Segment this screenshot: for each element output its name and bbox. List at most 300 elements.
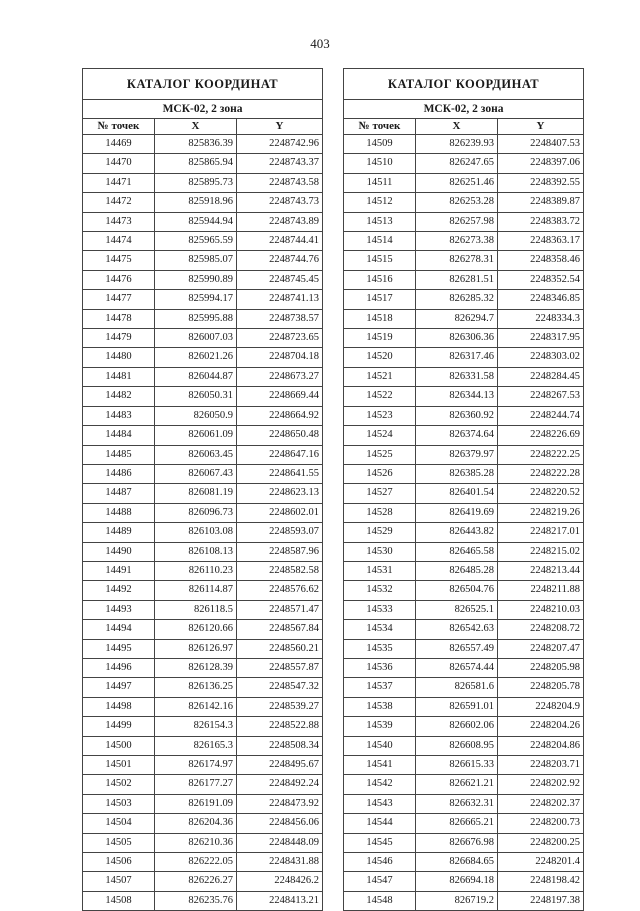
point-number-cell: 14527 — [344, 484, 416, 503]
y-coordinate-cell: 2248383.72 — [498, 212, 584, 231]
point-number-cell: 14542 — [344, 775, 416, 794]
y-coordinate-cell: 2248267.53 — [498, 387, 584, 406]
x-coordinate-cell: 825895.73 — [155, 173, 237, 192]
x-coordinate-cell: 826485.28 — [416, 561, 498, 580]
table-row — [344, 639, 584, 658]
table-row — [344, 717, 584, 736]
table-row — [83, 523, 323, 542]
table-row — [344, 348, 584, 367]
y-coordinate-cell: 2248204.26 — [498, 717, 584, 736]
point-number-cell: 14543 — [344, 794, 416, 813]
table-row — [344, 736, 584, 755]
x-coordinate-cell: 826694.18 — [416, 872, 498, 891]
y-coordinate-cell: 2248587.96 — [237, 542, 323, 561]
y-coordinate-cell: 2248522.88 — [237, 717, 323, 736]
point-number-cell: 14492 — [83, 581, 155, 600]
x-coordinate-cell: 826273.38 — [416, 232, 498, 251]
table-row — [344, 406, 584, 425]
point-number-cell: 14535 — [344, 639, 416, 658]
x-coordinate-cell: 826419.69 — [416, 503, 498, 522]
point-number-cell: 14524 — [344, 426, 416, 445]
table-row — [344, 581, 584, 600]
table-row — [344, 561, 584, 580]
y-coordinate-cell: 2248741.13 — [237, 290, 323, 309]
point-number-cell: 14522 — [344, 387, 416, 406]
point-number-cell: 14478 — [83, 309, 155, 328]
y-coordinate-cell: 2248363.17 — [498, 232, 584, 251]
point-number-cell: 14469 — [83, 135, 155, 154]
y-coordinate-cell: 2248208.72 — [498, 620, 584, 639]
x-coordinate-cell: 826344.13 — [416, 387, 498, 406]
table-row — [344, 367, 584, 386]
point-number-cell: 14547 — [344, 872, 416, 891]
y-coordinate-cell: 2248205.98 — [498, 658, 584, 677]
point-number-cell: 14529 — [344, 523, 416, 542]
y-coordinate-cell: 2248358.46 — [498, 251, 584, 270]
y-coordinate-cell: 2248664.92 — [237, 406, 323, 425]
table-row — [344, 872, 584, 891]
x-coordinate-cell: 826294.7 — [416, 309, 498, 328]
y-coordinate-cell: 2248744.76 — [237, 251, 323, 270]
x-coordinate-cell: 825985.07 — [155, 251, 237, 270]
x-coordinate-cell: 826401.54 — [416, 484, 498, 503]
point-number-cell: 14500 — [83, 736, 155, 755]
y-coordinate-cell: 2248650.48 — [237, 426, 323, 445]
y-coordinate-cell: 2248203.71 — [498, 756, 584, 775]
point-number-cell: 14519 — [344, 329, 416, 348]
point-number-cell: 14532 — [344, 581, 416, 600]
y-coordinate-cell: 2248210.03 — [498, 600, 584, 619]
point-number-cell: 14512 — [344, 193, 416, 212]
x-coordinate-cell: 826557.49 — [416, 639, 498, 658]
x-coordinate-cell: 826191.09 — [155, 794, 237, 813]
y-coordinate-cell: 2248226.69 — [498, 426, 584, 445]
table-row — [344, 426, 584, 445]
y-coordinate-cell: 2248202.37 — [498, 794, 584, 813]
point-number-cell: 14503 — [83, 794, 155, 813]
point-number-cell: 14485 — [83, 445, 155, 464]
point-number-cell: 14521 — [344, 367, 416, 386]
x-coordinate-cell: 826684.65 — [416, 853, 498, 872]
table-row — [83, 542, 323, 561]
point-number-cell: 14486 — [83, 464, 155, 483]
x-coordinate-cell: 826247.65 — [416, 154, 498, 173]
point-number-cell: 14548 — [344, 891, 416, 910]
table-row — [344, 270, 584, 289]
table-row — [83, 639, 323, 658]
x-coordinate-cell: 826602.06 — [416, 717, 498, 736]
column-header-x: X — [155, 119, 237, 135]
y-coordinate-cell: 2248743.73 — [237, 193, 323, 212]
table-row — [83, 814, 323, 833]
x-coordinate-cell: 826281.51 — [416, 270, 498, 289]
table-row — [344, 212, 584, 231]
table-row — [83, 309, 323, 328]
table-row — [344, 232, 584, 251]
point-number-cell: 14528 — [344, 503, 416, 522]
column-header-point-number: № точек — [344, 119, 416, 135]
point-number-cell: 14516 — [344, 270, 416, 289]
x-coordinate-cell: 826360.92 — [416, 406, 498, 425]
point-number-cell: 14479 — [83, 329, 155, 348]
point-number-cell: 14534 — [344, 620, 416, 639]
x-coordinate-cell: 826385.28 — [416, 464, 498, 483]
table-row — [344, 464, 584, 483]
x-coordinate-cell: 826210.36 — [155, 833, 237, 852]
point-number-cell: 14505 — [83, 833, 155, 852]
x-coordinate-cell: 826306.36 — [416, 329, 498, 348]
table-row — [83, 833, 323, 852]
y-coordinate-cell: 2248492.24 — [237, 775, 323, 794]
x-coordinate-cell: 826120.66 — [155, 620, 237, 639]
point-number-cell: 14475 — [83, 251, 155, 270]
x-coordinate-cell: 826050.9 — [155, 406, 237, 425]
x-coordinate-cell: 826465.58 — [416, 542, 498, 561]
table-row — [83, 581, 323, 600]
table-row — [344, 329, 584, 348]
x-coordinate-cell: 826108.13 — [155, 542, 237, 561]
point-number-cell: 14536 — [344, 658, 416, 677]
table-row — [83, 348, 323, 367]
y-coordinate-cell: 2248284.45 — [498, 367, 584, 386]
table-row — [83, 794, 323, 813]
point-number-cell: 14487 — [83, 484, 155, 503]
table-row — [83, 193, 323, 212]
coordinate-catalog-table-left — [82, 68, 323, 911]
table-row — [83, 736, 323, 755]
page-number: 403 — [310, 36, 330, 51]
y-coordinate-cell: 2248217.01 — [498, 523, 584, 542]
y-coordinate-cell: 2248207.47 — [498, 639, 584, 658]
table-title: КАТАЛОГ КООРДИНАТ — [344, 69, 584, 100]
y-coordinate-cell: 2248641.55 — [237, 464, 323, 483]
x-coordinate-cell: 826251.46 — [416, 173, 498, 192]
x-coordinate-cell: 826285.32 — [416, 290, 498, 309]
coordinate-catalog-table-right — [343, 68, 584, 911]
table-row — [344, 387, 584, 406]
point-number-cell: 14538 — [344, 697, 416, 716]
y-coordinate-cell: 2248215.02 — [498, 542, 584, 561]
point-number-cell: 14494 — [83, 620, 155, 639]
y-coordinate-cell: 2248448.09 — [237, 833, 323, 852]
y-coordinate-cell: 2248704.18 — [237, 348, 323, 367]
point-number-cell: 14540 — [344, 736, 416, 755]
x-coordinate-cell: 826021.26 — [155, 348, 237, 367]
table-row — [83, 503, 323, 522]
zone-label: МСК-02, 2 зона — [83, 100, 323, 119]
point-number-cell: 14480 — [83, 348, 155, 367]
x-coordinate-cell: 826574.44 — [416, 658, 498, 677]
point-number-cell: 14476 — [83, 270, 155, 289]
table-row — [344, 445, 584, 464]
y-coordinate-cell: 2248198.42 — [498, 872, 584, 891]
table-row — [344, 542, 584, 561]
table-row — [83, 464, 323, 483]
point-number-cell: 14472 — [83, 193, 155, 212]
y-coordinate-cell: 2248213.44 — [498, 561, 584, 580]
x-coordinate-cell: 826253.28 — [416, 193, 498, 212]
table-row — [83, 135, 323, 154]
table-row — [83, 484, 323, 503]
point-number-cell: 14541 — [344, 756, 416, 775]
y-coordinate-cell: 2248222.25 — [498, 445, 584, 464]
y-coordinate-cell: 2248201.4 — [498, 853, 584, 872]
x-coordinate-cell: 826067.43 — [155, 464, 237, 483]
x-coordinate-cell: 826174.97 — [155, 756, 237, 775]
point-number-cell: 14474 — [83, 232, 155, 251]
x-coordinate-cell: 826103.08 — [155, 523, 237, 542]
x-coordinate-cell: 826118.5 — [155, 600, 237, 619]
point-number-cell: 14546 — [344, 853, 416, 872]
y-coordinate-cell: 2248576.62 — [237, 581, 323, 600]
column-header-point-number: № точек — [83, 119, 155, 135]
point-number-cell: 14513 — [344, 212, 416, 231]
table-row — [344, 775, 584, 794]
x-coordinate-cell: 826142.16 — [155, 697, 237, 716]
y-coordinate-cell: 2248508.34 — [237, 736, 323, 755]
point-number-cell: 14488 — [83, 503, 155, 522]
point-number-cell: 14490 — [83, 542, 155, 561]
table-row — [344, 814, 584, 833]
table-row — [83, 212, 323, 231]
y-coordinate-cell: 2248743.37 — [237, 154, 323, 173]
y-coordinate-cell: 2248557.87 — [237, 658, 323, 677]
zone-label: МСК-02, 2 зона — [344, 100, 584, 119]
y-coordinate-cell: 2248220.52 — [498, 484, 584, 503]
table-body — [83, 135, 323, 911]
point-number-cell: 14525 — [344, 445, 416, 464]
x-coordinate-cell: 826632.31 — [416, 794, 498, 813]
point-number-cell: 14518 — [344, 309, 416, 328]
x-coordinate-cell: 826096.73 — [155, 503, 237, 522]
y-coordinate-cell: 2248389.87 — [498, 193, 584, 212]
table-row — [83, 697, 323, 716]
table-row — [83, 775, 323, 794]
point-number-cell: 14526 — [344, 464, 416, 483]
point-number-cell: 14497 — [83, 678, 155, 697]
x-coordinate-cell: 826128.39 — [155, 658, 237, 677]
column-header-x: X — [416, 119, 498, 135]
table-row — [344, 193, 584, 212]
y-coordinate-cell: 2248602.01 — [237, 503, 323, 522]
table-row — [83, 717, 323, 736]
y-coordinate-cell: 2248197.38 — [498, 891, 584, 910]
x-coordinate-cell: 826317.46 — [416, 348, 498, 367]
x-coordinate-cell: 826615.33 — [416, 756, 498, 775]
x-coordinate-cell: 825944.94 — [155, 212, 237, 231]
x-coordinate-cell: 826081.19 — [155, 484, 237, 503]
table-row — [83, 251, 323, 270]
table-row — [83, 678, 323, 697]
y-coordinate-cell: 2248334.3 — [498, 309, 584, 328]
point-number-cell: 14533 — [344, 600, 416, 619]
y-coordinate-cell: 2248669.44 — [237, 387, 323, 406]
x-coordinate-cell: 826239.93 — [416, 135, 498, 154]
y-coordinate-cell: 2248743.89 — [237, 212, 323, 231]
y-coordinate-cell: 2248539.27 — [237, 697, 323, 716]
table-row — [83, 367, 323, 386]
table-row — [83, 426, 323, 445]
y-coordinate-cell: 2248723.65 — [237, 329, 323, 348]
table-row — [344, 697, 584, 716]
table-row — [344, 833, 584, 852]
y-coordinate-cell: 2248200.25 — [498, 833, 584, 852]
table-row — [344, 853, 584, 872]
y-coordinate-cell: 2248567.84 — [237, 620, 323, 639]
point-number-cell: 14520 — [344, 348, 416, 367]
x-coordinate-cell: 826525.1 — [416, 600, 498, 619]
table-row — [344, 309, 584, 328]
x-coordinate-cell: 826235.76 — [155, 891, 237, 910]
point-number-cell: 14508 — [83, 891, 155, 910]
table-row — [83, 600, 323, 619]
y-coordinate-cell: 2248426.2 — [237, 872, 323, 891]
table-row — [344, 620, 584, 639]
table-row — [83, 872, 323, 891]
table-row — [344, 484, 584, 503]
x-coordinate-cell: 826050.31 — [155, 387, 237, 406]
table-row — [344, 756, 584, 775]
x-coordinate-cell: 826257.98 — [416, 212, 498, 231]
x-coordinate-cell: 825990.89 — [155, 270, 237, 289]
y-coordinate-cell: 2248473.92 — [237, 794, 323, 813]
table-row — [344, 154, 584, 173]
x-coordinate-cell: 826044.87 — [155, 367, 237, 386]
table-row — [83, 154, 323, 173]
table-row — [83, 173, 323, 192]
point-number-cell: 14493 — [83, 600, 155, 619]
x-coordinate-cell: 826177.27 — [155, 775, 237, 794]
x-coordinate-cell: 826063.45 — [155, 445, 237, 464]
x-coordinate-cell: 826126.97 — [155, 639, 237, 658]
point-number-cell: 14506 — [83, 853, 155, 872]
point-number-cell: 14517 — [344, 290, 416, 309]
point-number-cell: 14530 — [344, 542, 416, 561]
y-coordinate-cell: 2248202.92 — [498, 775, 584, 794]
x-coordinate-cell: 826278.31 — [416, 251, 498, 270]
point-number-cell: 14515 — [344, 251, 416, 270]
point-number-cell: 14545 — [344, 833, 416, 852]
x-coordinate-cell: 826591.01 — [416, 697, 498, 716]
x-coordinate-cell: 825965.59 — [155, 232, 237, 251]
point-number-cell: 14491 — [83, 561, 155, 580]
table-row — [83, 445, 323, 464]
table-row — [344, 658, 584, 677]
x-coordinate-cell: 826719.2 — [416, 891, 498, 910]
point-number-cell: 14539 — [344, 717, 416, 736]
y-coordinate-cell: 2248742.96 — [237, 135, 323, 154]
x-coordinate-cell: 826676.98 — [416, 833, 498, 852]
y-coordinate-cell: 2248623.13 — [237, 484, 323, 503]
point-number-cell: 14483 — [83, 406, 155, 425]
point-number-cell: 14523 — [344, 406, 416, 425]
point-number-cell: 14502 — [83, 775, 155, 794]
table-title: КАТАЛОГ КООРДИНАТ — [83, 69, 323, 100]
point-number-cell: 14496 — [83, 658, 155, 677]
y-coordinate-cell: 2248431.88 — [237, 853, 323, 872]
table-row — [344, 523, 584, 542]
x-coordinate-cell: 825836.39 — [155, 135, 237, 154]
x-coordinate-cell: 825865.94 — [155, 154, 237, 173]
table-row — [83, 561, 323, 580]
table-row — [83, 756, 323, 775]
y-coordinate-cell: 2248407.53 — [498, 135, 584, 154]
y-coordinate-cell: 2248211.88 — [498, 581, 584, 600]
y-coordinate-cell: 2248743.58 — [237, 173, 323, 192]
y-coordinate-cell: 2248352.54 — [498, 270, 584, 289]
x-coordinate-cell: 825918.96 — [155, 193, 237, 212]
point-number-cell: 14499 — [83, 717, 155, 736]
point-number-cell: 14495 — [83, 639, 155, 658]
x-coordinate-cell: 826331.58 — [416, 367, 498, 386]
point-number-cell: 14481 — [83, 367, 155, 386]
y-coordinate-cell: 2248495.67 — [237, 756, 323, 775]
x-coordinate-cell: 826165.3 — [155, 736, 237, 755]
x-coordinate-cell: 826608.95 — [416, 736, 498, 755]
x-coordinate-cell: 826379.97 — [416, 445, 498, 464]
x-coordinate-cell: 826226.27 — [155, 872, 237, 891]
y-coordinate-cell: 2248547.32 — [237, 678, 323, 697]
y-coordinate-cell: 2248346.85 — [498, 290, 584, 309]
point-number-cell: 14544 — [344, 814, 416, 833]
table-row — [83, 232, 323, 251]
table-row — [83, 387, 323, 406]
table-row — [83, 891, 323, 910]
table-row — [83, 329, 323, 348]
x-coordinate-cell: 826504.76 — [416, 581, 498, 600]
table-row — [344, 891, 584, 910]
y-coordinate-cell: 2248392.55 — [498, 173, 584, 192]
x-coordinate-cell: 825994.17 — [155, 290, 237, 309]
y-coordinate-cell: 2248593.07 — [237, 523, 323, 542]
table-row — [344, 135, 584, 154]
point-number-cell: 14507 — [83, 872, 155, 891]
y-coordinate-cell: 2248200.73 — [498, 814, 584, 833]
y-coordinate-cell: 2248303.02 — [498, 348, 584, 367]
y-coordinate-cell: 2248738.57 — [237, 309, 323, 328]
table-row — [83, 620, 323, 639]
point-number-cell: 14509 — [344, 135, 416, 154]
y-coordinate-cell: 2248582.58 — [237, 561, 323, 580]
table-row — [83, 406, 323, 425]
y-coordinate-cell: 2248219.26 — [498, 503, 584, 522]
table-row — [344, 251, 584, 270]
x-coordinate-cell: 826665.21 — [416, 814, 498, 833]
x-coordinate-cell: 826136.25 — [155, 678, 237, 697]
x-coordinate-cell: 826374.64 — [416, 426, 498, 445]
point-number-cell: 14471 — [83, 173, 155, 192]
x-coordinate-cell: 826581.6 — [416, 678, 498, 697]
x-coordinate-cell: 826443.82 — [416, 523, 498, 542]
y-coordinate-cell: 2248456.06 — [237, 814, 323, 833]
y-coordinate-cell: 2248205.78 — [498, 678, 584, 697]
y-coordinate-cell: 2248413.21 — [237, 891, 323, 910]
point-number-cell: 14470 — [83, 154, 155, 173]
x-coordinate-cell: 826061.09 — [155, 426, 237, 445]
table-row — [83, 290, 323, 309]
y-coordinate-cell: 2248204.9 — [498, 697, 584, 716]
column-header-y: Y — [237, 119, 323, 135]
y-coordinate-cell: 2248222.28 — [498, 464, 584, 483]
x-coordinate-cell: 826007.03 — [155, 329, 237, 348]
y-coordinate-cell: 2248204.86 — [498, 736, 584, 755]
point-number-cell: 14514 — [344, 232, 416, 251]
table-row — [344, 503, 584, 522]
x-coordinate-cell: 825995.88 — [155, 309, 237, 328]
point-number-cell: 14482 — [83, 387, 155, 406]
table-row — [83, 658, 323, 677]
point-number-cell: 14531 — [344, 561, 416, 580]
